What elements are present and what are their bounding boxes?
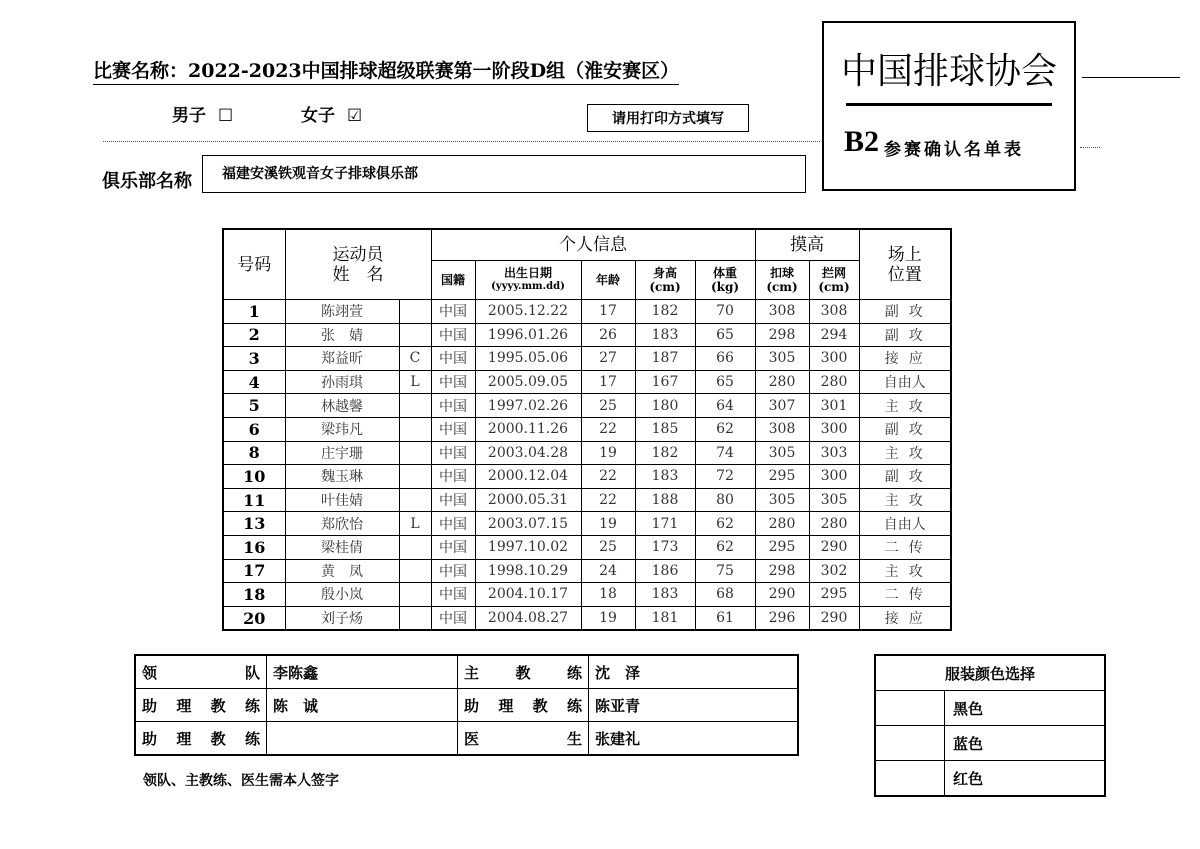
- player-name: 张 婧: [285, 323, 399, 347]
- header-player-line2: 姓 名: [332, 264, 384, 285]
- male-checkbox-icon[interactable]: ☐: [218, 106, 234, 126]
- player-nationality: 中国: [431, 583, 475, 607]
- leader-field[interactable]: 李陈鑫: [267, 655, 458, 689]
- association-name: 中国排球协会: [840, 51, 1057, 92]
- player-role: C: [399, 347, 431, 371]
- roster-table: [222, 228, 952, 631]
- player-nationality: 中国: [431, 347, 475, 371]
- player-nationality: 中国: [431, 465, 475, 489]
- player-birth: 2000.11.26: [475, 417, 581, 441]
- player-weight: 61: [695, 606, 755, 630]
- doctor-field[interactable]: 张建礼: [589, 722, 799, 756]
- player-number: 11: [223, 488, 285, 512]
- dotted-divider-right: [1080, 147, 1100, 148]
- header-weight-unit: (kg): [710, 280, 740, 294]
- player-name: 陈翊萱: [285, 300, 399, 324]
- table-row: [223, 535, 951, 559]
- player-birth: 1997.10.02: [475, 535, 581, 559]
- player-nationality: 中国: [431, 441, 475, 465]
- head-coach-field[interactable]: 沈 泽: [589, 655, 799, 689]
- header-spike: [755, 261, 809, 300]
- player-height: 171: [635, 512, 695, 536]
- player-position: 二传: [859, 535, 951, 559]
- player-number: 13: [223, 512, 285, 536]
- player-nationality: 中国: [431, 559, 475, 583]
- player-birth: 2004.08.27: [475, 606, 581, 630]
- male-label: 男子: [172, 106, 206, 126]
- player-position: 接应: [859, 347, 951, 371]
- player-position: 副攻: [859, 465, 951, 489]
- player-block-reach: 305: [809, 488, 859, 512]
- header-number: 号码: [223, 229, 285, 300]
- player-age: 17: [581, 370, 635, 394]
- player-spike-reach: 280: [755, 512, 809, 536]
- player-name: 梁桂倩: [285, 535, 399, 559]
- player-weight: 72: [695, 465, 755, 489]
- male-option[interactable]: [172, 101, 233, 126]
- player-birth: 2005.09.05: [475, 370, 581, 394]
- player-height: 182: [635, 441, 695, 465]
- player-name: 梁玮凡: [285, 417, 399, 441]
- player-name: 林越馨: [285, 394, 399, 418]
- player-position: 主攻: [859, 441, 951, 465]
- table-row: [223, 583, 951, 607]
- player-role: [399, 417, 431, 441]
- player-birth: 1996.01.26: [475, 323, 581, 347]
- player-spike-reach: 308: [755, 300, 809, 324]
- club-label: 俱乐部名称: [102, 171, 192, 192]
- uniform-color-check-red[interactable]: [875, 761, 945, 797]
- form-code: B2: [844, 125, 880, 158]
- player-block-reach: 290: [809, 606, 859, 630]
- player-position: 二传: [859, 583, 951, 607]
- player-age: 22: [581, 417, 635, 441]
- player-birth: 1995.05.06: [475, 347, 581, 371]
- player-height: 181: [635, 606, 695, 630]
- header-birth: [475, 261, 581, 300]
- table-row: [223, 347, 951, 371]
- player-age: 19: [581, 441, 635, 465]
- player-height: 188: [635, 488, 695, 512]
- player-height: 183: [635, 583, 695, 607]
- player-birth: 2000.05.31: [475, 488, 581, 512]
- player-age: 18: [581, 583, 635, 607]
- player-role: L: [399, 512, 431, 536]
- player-number: 5: [223, 394, 285, 418]
- player-position: 副攻: [859, 417, 951, 441]
- player-nationality: 中国: [431, 512, 475, 536]
- player-position: 接应: [859, 606, 951, 630]
- player-position: 副攻: [859, 323, 951, 347]
- player-number: 20: [223, 606, 285, 630]
- signature-note: 领队、主教练、医生需本人签字: [143, 773, 339, 789]
- header-height-label: 身高: [652, 266, 677, 280]
- header-birth-format: (yyyy.mm.dd): [491, 281, 565, 292]
- table-row: [223, 606, 951, 630]
- player-name: 庄宇珊: [285, 441, 399, 465]
- player-birth: 2004.10.17: [475, 583, 581, 607]
- player-position: 自由人: [859, 512, 951, 536]
- female-checkbox-icon[interactable]: ☑: [347, 106, 363, 126]
- player-age: 26: [581, 323, 635, 347]
- dotted-divider: [103, 141, 820, 142]
- player-weight: 65: [695, 323, 755, 347]
- player-role: [399, 535, 431, 559]
- player-spike-reach: 280: [755, 370, 809, 394]
- header-height-unit: (cm): [649, 280, 681, 294]
- uniform-color-check-black[interactable]: [875, 691, 945, 726]
- header-spike-label: 扣球: [769, 266, 794, 280]
- player-name: 刘子炀: [285, 606, 399, 630]
- leader-label: 领队: [135, 655, 267, 689]
- table-row: [223, 323, 951, 347]
- print-note: 请用打印方式填写: [587, 104, 749, 132]
- player-block-reach: 302: [809, 559, 859, 583]
- player-weight: 74: [695, 441, 755, 465]
- player-position: 副攻: [859, 300, 951, 324]
- player-birth: 2005.12.22: [475, 300, 581, 324]
- player-age: 25: [581, 535, 635, 559]
- player-age: 24: [581, 559, 635, 583]
- asst-coach-1-label: 助理教练: [135, 689, 267, 722]
- player-block-reach: 290: [809, 535, 859, 559]
- player-age: 17: [581, 300, 635, 324]
- player-nationality: 中国: [431, 488, 475, 512]
- player-role: [399, 441, 431, 465]
- player-role: [399, 394, 431, 418]
- player-role: [399, 465, 431, 489]
- player-weight: 80: [695, 488, 755, 512]
- player-spike-reach: 305: [755, 441, 809, 465]
- header-block: [809, 261, 859, 300]
- table-row: [223, 512, 951, 536]
- player-weight: 62: [695, 535, 755, 559]
- header-rule: [1082, 77, 1180, 78]
- player-role: [399, 606, 431, 630]
- table-row: [223, 370, 951, 394]
- table-row: [223, 488, 951, 512]
- player-height: 185: [635, 417, 695, 441]
- player-position: 主攻: [859, 488, 951, 512]
- player-role: [399, 583, 431, 607]
- player-position: 主攻: [859, 394, 951, 418]
- table-row: [223, 300, 951, 324]
- player-height: 183: [635, 465, 695, 489]
- player-height: 183: [635, 323, 695, 347]
- table-row: [223, 417, 951, 441]
- player-nationality: 中国: [431, 606, 475, 630]
- player-block-reach: 303: [809, 441, 859, 465]
- player-nationality: 中国: [431, 370, 475, 394]
- player-block-reach: 300: [809, 347, 859, 371]
- player-name: 殷小岚: [285, 583, 399, 607]
- header-height: [635, 261, 695, 300]
- player-spike-reach: 308: [755, 417, 809, 441]
- player-age: 27: [581, 347, 635, 371]
- header-nationality: 国籍: [431, 261, 475, 300]
- header-player-line1: 运动员: [332, 244, 384, 265]
- player-spike-reach: 305: [755, 488, 809, 512]
- asst-coach-2-field[interactable]: 陈亚青: [589, 689, 799, 722]
- player-weight: 70: [695, 300, 755, 324]
- header-position-line1: 场上: [887, 244, 922, 265]
- player-age: 22: [581, 465, 635, 489]
- staff-table: [134, 654, 799, 756]
- player-number: 4: [223, 370, 285, 394]
- player-name: 郑欣怡: [285, 512, 399, 536]
- player-name: 孙雨琪: [285, 370, 399, 394]
- association-rule: [846, 103, 1052, 106]
- player-weight: 75: [695, 559, 755, 583]
- player-name: 魏玉琳: [285, 465, 399, 489]
- player-weight: 68: [695, 583, 755, 607]
- table-row: [223, 465, 951, 489]
- player-number: 16: [223, 535, 285, 559]
- player-birth: 2000.12.04: [475, 465, 581, 489]
- player-nationality: 中国: [431, 323, 475, 347]
- player-height: 187: [635, 347, 695, 371]
- header-block-label: 拦网: [821, 266, 846, 280]
- player-number: 17: [223, 559, 285, 583]
- header-reach: 摸高: [755, 229, 859, 261]
- player-birth: 1997.02.26: [475, 394, 581, 418]
- player-nationality: 中国: [431, 535, 475, 559]
- player-block-reach: 295: [809, 583, 859, 607]
- header-position: [859, 229, 951, 300]
- header-personal: 个人信息: [431, 229, 755, 261]
- roster-body: [223, 300, 951, 631]
- player-weight: 62: [695, 417, 755, 441]
- player-nationality: 中国: [431, 417, 475, 441]
- player-weight: 66: [695, 347, 755, 371]
- player-spike-reach: 307: [755, 394, 809, 418]
- player-number: 1: [223, 300, 285, 324]
- player-name: 郑益昕: [285, 347, 399, 371]
- player-number: 18: [223, 583, 285, 607]
- player-number: 6: [223, 417, 285, 441]
- player-height: 167: [635, 370, 695, 394]
- player-weight: 62: [695, 512, 755, 536]
- player-birth: 2003.04.28: [475, 441, 581, 465]
- player-birth: 2003.07.15: [475, 512, 581, 536]
- club-name-field[interactable]: 福建安溪铁观音女子排球俱乐部: [202, 155, 806, 193]
- uniform-color-red: 红色: [945, 761, 1106, 797]
- player-block-reach: 308: [809, 300, 859, 324]
- association-box: [822, 21, 1076, 191]
- player-name: 黄 凤: [285, 559, 399, 583]
- form-name: 参赛确认名单表: [884, 140, 1024, 160]
- player-block-reach: 301: [809, 394, 859, 418]
- header-weight-label: 体重: [712, 266, 737, 280]
- player-block-reach: 294: [809, 323, 859, 347]
- player-position: 主攻: [859, 559, 951, 583]
- uniform-color-blue: 蓝色: [945, 726, 1106, 761]
- player-age: 25: [581, 394, 635, 418]
- player-height: 186: [635, 559, 695, 583]
- player-block-reach: 300: [809, 465, 859, 489]
- player-height: 173: [635, 535, 695, 559]
- table-row: [223, 394, 951, 418]
- player-birth: 1998.10.29: [475, 559, 581, 583]
- player-spike-reach: 296: [755, 606, 809, 630]
- uniform-color-table: [874, 654, 1106, 797]
- player-role: [399, 300, 431, 324]
- player-spike-reach: 305: [755, 347, 809, 371]
- player-number: 2: [223, 323, 285, 347]
- table-row: [223, 559, 951, 583]
- player-height: 182: [635, 300, 695, 324]
- table-row: [223, 441, 951, 465]
- player-number: 8: [223, 441, 285, 465]
- female-label: 女子: [301, 106, 335, 126]
- player-weight: 65: [695, 370, 755, 394]
- player-spike-reach: 295: [755, 465, 809, 489]
- player-number: 3: [223, 347, 285, 371]
- player-weight: 64: [695, 394, 755, 418]
- header-block-unit: (cm): [818, 280, 850, 294]
- player-nationality: 中国: [431, 394, 475, 418]
- player-age: 22: [581, 488, 635, 512]
- player-spike-reach: 298: [755, 323, 809, 347]
- player-role: [399, 488, 431, 512]
- player-block-reach: 280: [809, 512, 859, 536]
- head-coach-label: 主教练: [458, 655, 589, 689]
- header-weight: [695, 261, 755, 300]
- header-age: 年龄: [581, 261, 635, 300]
- player-spike-reach: 295: [755, 535, 809, 559]
- header-spike-unit: (cm): [766, 280, 798, 294]
- uniform-color-black: 黑色: [945, 691, 1106, 726]
- asst-coach-3-label: 助理教练: [135, 722, 267, 756]
- asst-coach-3-field[interactable]: [267, 722, 458, 756]
- uniform-color-title: 服装颜色选择: [875, 655, 1105, 691]
- player-number: 10: [223, 465, 285, 489]
- player-position: 自由人: [859, 370, 951, 394]
- player-role: [399, 559, 431, 583]
- uniform-color-check-blue[interactable]: [875, 726, 945, 761]
- header-player: [285, 229, 431, 300]
- player-spike-reach: 298: [755, 559, 809, 583]
- header-birth-label: 出生日期: [503, 266, 552, 280]
- player-age: 19: [581, 606, 635, 630]
- player-spike-reach: 290: [755, 583, 809, 607]
- asst-coach-1-field[interactable]: 陈 诚: [267, 689, 458, 722]
- player-nationality: 中国: [431, 300, 475, 324]
- header-position-line2: 位置: [887, 264, 922, 285]
- match-title: 比赛名称：2022-2023中国排球超级联赛第一阶段D组（淮安赛区）: [93, 56, 679, 85]
- player-block-reach: 300: [809, 417, 859, 441]
- player-height: 180: [635, 394, 695, 418]
- player-block-reach: 280: [809, 370, 859, 394]
- player-role: L: [399, 370, 431, 394]
- player-role: [399, 323, 431, 347]
- female-option[interactable]: [301, 101, 362, 126]
- player-name: 叶佳婧: [285, 488, 399, 512]
- doctor-label: 医生: [458, 722, 589, 756]
- player-age: 19: [581, 512, 635, 536]
- asst-coach-2-label: 助理教练: [458, 689, 589, 722]
